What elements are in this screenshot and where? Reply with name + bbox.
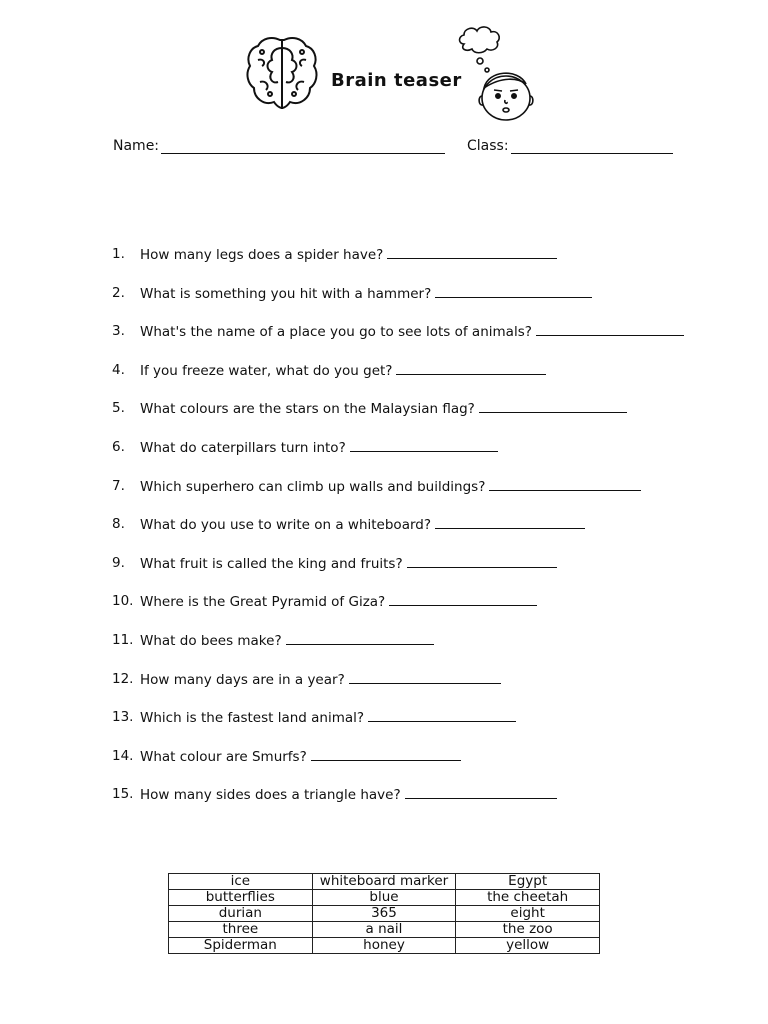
question-label: What's the name of a place you go to see lots of animals?: [140, 324, 532, 341]
answer-bank-cell: Spiderman: [169, 938, 313, 954]
answer-blank[interactable]: [311, 748, 461, 761]
question-number: 3.: [112, 323, 125, 340]
question-text: [140, 632, 434, 649]
answer-bank-row: [169, 922, 600, 938]
answer-blank[interactable]: [286, 632, 434, 645]
question-text: [140, 323, 684, 340]
question-label: If you freeze water, what do you get?: [140, 362, 393, 379]
question-text: [140, 709, 516, 726]
question-number: 7.: [112, 477, 125, 494]
answer-blank[interactable]: [435, 285, 592, 298]
answer-bank-cell: butterflies: [169, 890, 313, 906]
question-label: What colours are the stars on the Malaysian flag?: [140, 401, 475, 418]
question-number: 13.: [112, 709, 134, 726]
question-label: Which is the fastest land animal?: [140, 710, 365, 727]
class-field[interactable]: [511, 153, 673, 154]
question-number: 2.: [112, 284, 125, 301]
answer-bank-cell: honey: [312, 938, 456, 954]
answer-blank[interactable]: [407, 555, 557, 568]
answer-bank-row: [169, 906, 600, 922]
name-class-row: [113, 138, 673, 160]
answer-blank[interactable]: [489, 478, 641, 491]
question-label: How many days are in a year?: [140, 671, 345, 688]
answer-bank-cell: ice: [169, 874, 313, 890]
thinking-boy-icon: [452, 24, 538, 124]
question-number: 14.: [112, 747, 134, 764]
answer-bank-cell: blue: [312, 890, 456, 906]
question-text: [140, 246, 557, 263]
answer-bank-cell: a nail: [312, 922, 456, 938]
question-text: [140, 478, 641, 495]
answer-blank[interactable]: [389, 593, 537, 606]
answer-blank[interactable]: [536, 323, 684, 336]
question-number: 11.: [112, 632, 134, 648]
answer-bank-table: [168, 873, 600, 954]
answer-bank-cell: durian: [169, 906, 313, 922]
answer-bank-row: [169, 890, 600, 906]
answer-bank-cell: 365: [312, 906, 456, 922]
question-label: Which superhero can climb up walls and buildings?: [140, 478, 486, 495]
question-label: How many sides does a triangle have?: [140, 787, 401, 804]
answer-blank[interactable]: [435, 516, 585, 529]
question-label: What is something you hit with a hammer?: [140, 285, 432, 302]
answer-blank[interactable]: [387, 246, 557, 259]
question-number: 8.: [112, 516, 125, 533]
question-label: What colour are Smurfs?: [140, 748, 307, 765]
question-label: What do bees make?: [140, 633, 282, 649]
class-label: Class:: [467, 138, 509, 154]
answer-bank-row: [169, 874, 600, 890]
question-label: Where is the Great Pyramid of Giza?: [140, 594, 386, 611]
brain-icon: [244, 34, 320, 112]
question-number: 10.: [112, 593, 134, 610]
name-field[interactable]: [161, 153, 445, 154]
answer-blank[interactable]: [405, 786, 557, 799]
question-text: [140, 400, 627, 417]
answer-bank-cell: Egypt: [456, 874, 600, 890]
worksheet-header: [0, 0, 768, 130]
question-text: [140, 516, 585, 533]
worksheet-title: Brain teaser: [331, 70, 462, 91]
answer-blank[interactable]: [396, 362, 546, 375]
question-text: [140, 786, 557, 803]
answer-bank-cell: three: [169, 922, 313, 938]
question-number: 9.: [112, 554, 125, 571]
answer-blank[interactable]: [349, 671, 501, 684]
answer-bank-cell: the zoo: [456, 922, 600, 938]
answer-blank[interactable]: [350, 439, 498, 452]
answer-bank-cell: the cheetah: [456, 890, 600, 906]
answer-blank[interactable]: [479, 400, 627, 413]
question-text: [140, 439, 498, 456]
question-label: What do you use to write on a whiteboard?: [140, 517, 432, 534]
question-label: What fruit is called the king and fruits?: [140, 555, 403, 572]
question-number: 6.: [112, 439, 125, 455]
question-number: 4.: [112, 361, 125, 378]
question-text: [140, 748, 461, 765]
answer-bank-cell: eight: [456, 906, 600, 922]
question-text: [140, 285, 592, 302]
answer-bank-cell: yellow: [456, 938, 600, 954]
question-label: How many legs does a spider have?: [140, 247, 384, 263]
question-text: [140, 593, 537, 610]
name-label: Name:: [113, 138, 160, 154]
question-text: [140, 671, 501, 688]
question-number: 12.: [112, 670, 134, 687]
question-number: 1.: [112, 246, 125, 262]
answer-bank-row: [169, 938, 600, 954]
question-text: [140, 362, 546, 379]
question-number: 15.: [112, 786, 134, 803]
question-text: [140, 555, 557, 572]
answer-blank[interactable]: [368, 709, 516, 722]
question-label: What do caterpillars turn into?: [140, 440, 346, 456]
question-number: 5.: [112, 400, 125, 417]
answer-bank-cell: whiteboard marker: [312, 874, 456, 890]
